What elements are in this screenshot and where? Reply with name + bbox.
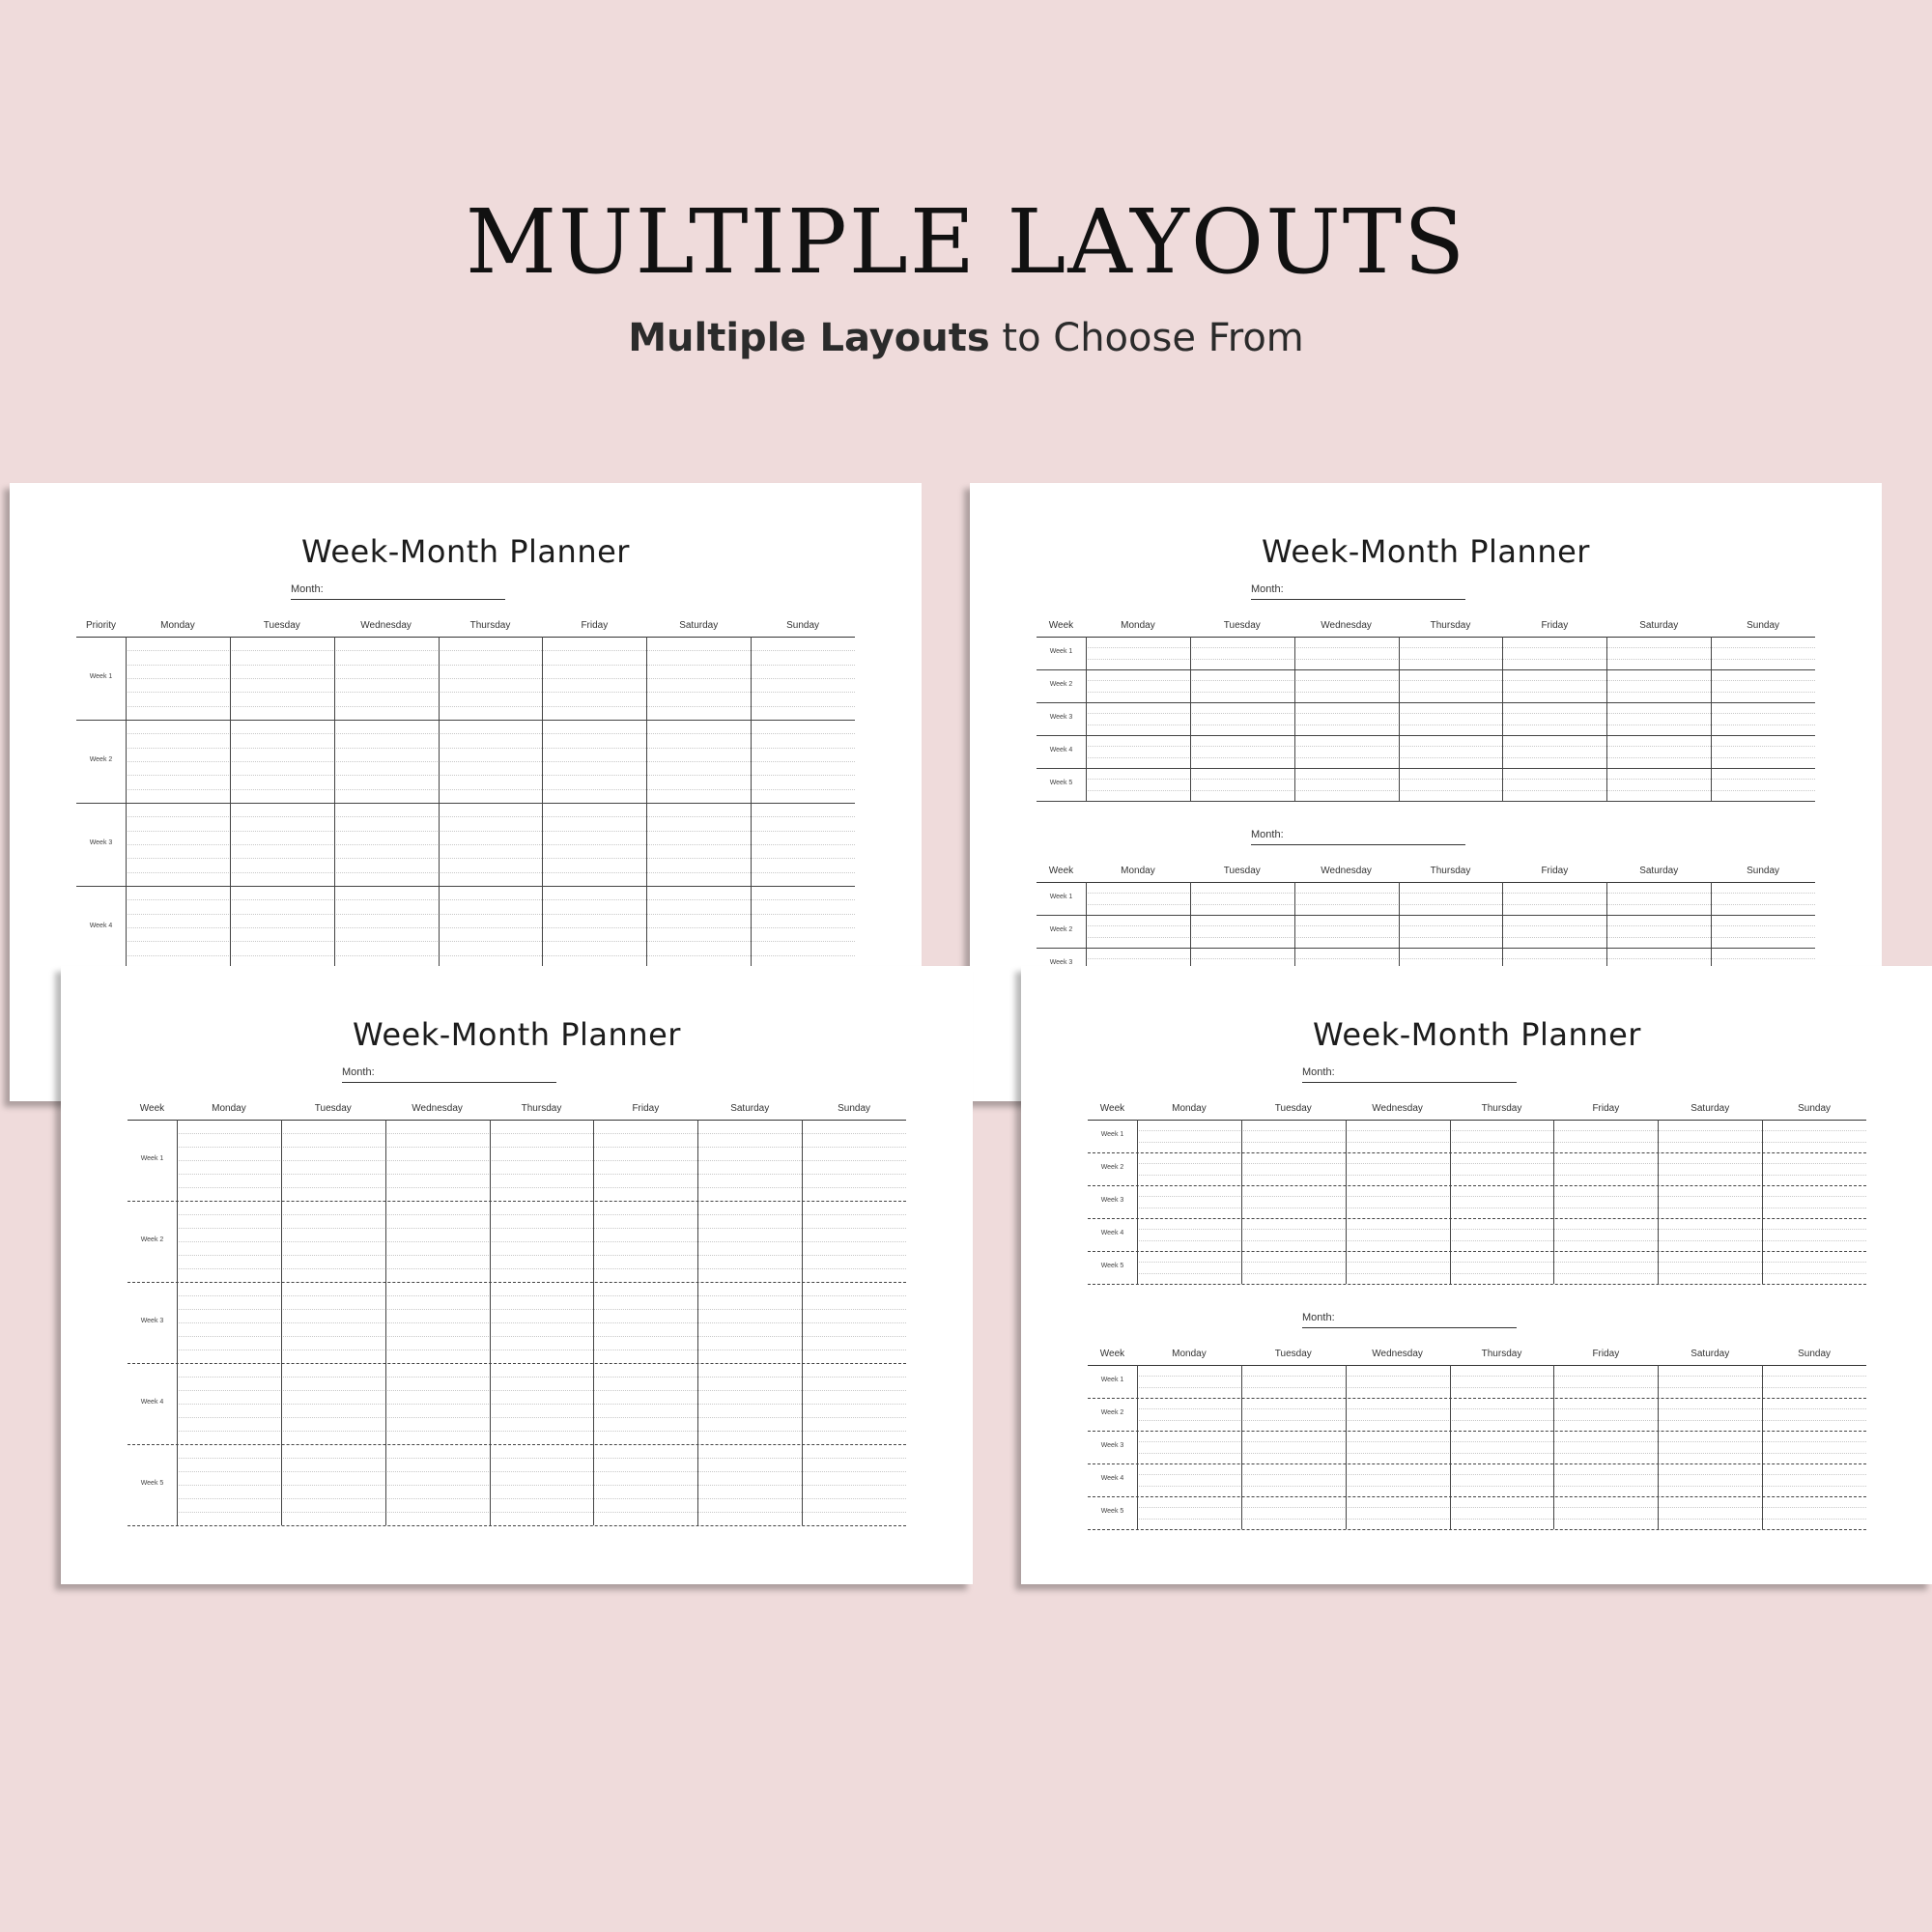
column-divider [230,637,231,969]
column-divider [1553,1120,1554,1284]
writing-line [177,1147,906,1148]
writing-line [126,650,855,651]
column-divider [1137,1365,1138,1529]
column-header-day: Sunday [1798,1349,1832,1359]
writing-line [177,1187,906,1188]
writing-line [1086,779,1815,780]
column-divider [1346,1120,1347,1284]
writing-line [177,1417,906,1418]
row-label: Week 2 [1049,926,1073,933]
row-label: Week 4 [1049,747,1073,753]
writing-line [1086,958,1815,959]
column-header-day: Saturday [1690,1103,1730,1114]
row-label: Week 5 [140,1480,164,1487]
column-divider [1241,1365,1242,1529]
writing-line [1137,1453,1866,1454]
writing-line [1137,1163,1866,1164]
column-divider [646,637,647,969]
column-header-day: Friday [1592,1103,1620,1114]
column-divider [1606,637,1607,801]
column-header-day: Tuesday [314,1103,352,1114]
writing-line [126,761,855,762]
column-divider [177,1120,178,1525]
row-rule [1088,1218,1866,1219]
column-header-day: Thursday [1430,620,1471,631]
writing-line [177,1390,906,1391]
row-label: Week 3 [1100,1442,1124,1449]
writing-line [1086,925,1815,926]
column-header-day: Monday [1121,866,1155,876]
column-header-day: Monday [160,620,195,631]
month-field: Month: [1251,583,1465,600]
column-header-day: Wednesday [1321,620,1372,631]
column-header-day: Thursday [1481,1349,1522,1359]
writing-line [177,1336,906,1337]
column-header-day: Thursday [1430,866,1471,876]
row-rule [1088,1251,1866,1252]
writing-line [126,706,855,707]
writing-line [177,1404,906,1405]
planner-title: Week-Month Planner [1262,533,1590,570]
writing-line [1086,893,1815,894]
row-rule [1037,801,1815,802]
writing-line [177,1322,906,1323]
month-field: Month: [1302,1066,1517,1083]
column-divider [1658,1120,1659,1284]
column-divider [1658,1365,1659,1529]
column-divider [1294,637,1295,801]
writing-line [177,1214,906,1215]
row-label: Week 4 [140,1399,164,1406]
writing-line [1086,757,1815,758]
column-header-day: Monday [212,1103,246,1114]
writing-line [126,789,855,790]
writing-line [1137,1130,1866,1131]
writing-line [126,899,855,900]
row-label: Week 2 [1100,1409,1124,1416]
column-divider [1241,1120,1242,1284]
row-label: Week 3 [1049,959,1073,966]
subtitle-rest: to Choose From [989,316,1304,360]
column-divider [281,1120,282,1525]
column-header-day: Friday [1541,866,1569,876]
writing-line [126,858,855,859]
row-rule [1037,915,1815,916]
writing-line [177,1133,906,1134]
column-header-day: Tuesday [263,620,300,631]
column-header-day: Wednesday [1321,866,1372,876]
column-header-day: Saturday [1690,1349,1730,1359]
row-label: Week 5 [1100,1508,1124,1515]
row-label: Week 1 [89,673,113,680]
header-rule [1037,882,1815,883]
month-field: Month: [291,583,505,600]
writing-line [126,678,855,679]
writing-line [126,914,855,915]
row-rule [1088,1431,1866,1432]
writing-line [1137,1229,1866,1230]
row-rule [1088,1529,1866,1530]
writing-line [1086,724,1815,725]
column-header-day: Wednesday [1372,1349,1423,1359]
row-label: Week 2 [1049,681,1073,688]
column-header-day: Sunday [786,620,820,631]
planner-title: Week-Month Planner [353,1016,681,1053]
row-label: Week 2 [140,1236,164,1243]
writing-line [126,831,855,832]
column-header-day: Wednesday [412,1103,463,1114]
row-label: Week 2 [89,756,113,763]
column-header-day: Thursday [1481,1103,1522,1114]
row-label: Week 2 [1100,1164,1124,1171]
writing-line [1137,1240,1866,1241]
column-divider [1502,637,1503,801]
row-label: Week 1 [1100,1131,1124,1138]
writing-line [177,1241,906,1242]
writing-line [1137,1273,1866,1274]
row-rule [128,1282,906,1283]
column-header-day: Friday [1592,1349,1620,1359]
row-label: Week 1 [140,1155,164,1162]
column-divider [439,637,440,969]
page-title: MULTIPLE LAYOUTS [465,190,1467,294]
header-rule [76,637,855,638]
writing-line [177,1295,906,1296]
row-rule [1037,948,1815,949]
writing-line [1137,1441,1866,1442]
writing-line [177,1255,906,1256]
planner-title: Week-Month Planner [301,533,630,570]
row-label: Week 3 [140,1318,164,1324]
writing-line [1137,1408,1866,1409]
writing-line [177,1268,906,1269]
row-label: Week 3 [89,839,113,846]
writing-line [177,1431,906,1432]
row-label: Week 1 [1049,894,1073,900]
header-rule [1088,1120,1866,1121]
column-header-first: Week [1099,1103,1125,1114]
writing-line [177,1512,906,1513]
column-header-day: Friday [1541,620,1569,631]
column-divider [1711,637,1712,801]
column-divider [802,1120,803,1525]
writing-line [177,1160,906,1161]
writing-line [1086,659,1815,660]
column-header-day: Saturday [679,620,719,631]
row-rule [1088,1496,1866,1497]
writing-line [1137,1262,1866,1263]
column-header-day: Saturday [1639,866,1679,876]
row-rule [1037,702,1815,703]
row-rule [1088,1185,1866,1186]
column-header-day: Sunday [1798,1103,1832,1114]
writing-line [1137,1196,1866,1197]
row-label: Week 4 [1100,1475,1124,1482]
writing-line [1086,904,1815,905]
row-rule [128,1525,906,1526]
planner-sheet-single-dashed [61,966,973,1584]
month-field: Month: [1251,829,1465,845]
subtitle-bold: Multiple Layouts [628,316,990,360]
writing-line [1086,790,1815,791]
column-header-first: Week [139,1103,165,1114]
month-field: Month: [1302,1312,1517,1328]
row-rule [1037,669,1815,670]
column-header-day: Sunday [1747,620,1780,631]
column-header-first: Week [1048,620,1074,631]
row-label: Week 1 [1049,648,1073,655]
row-rule [1088,1284,1866,1285]
row-rule [1088,1152,1866,1153]
column-header-day: Friday [632,1103,660,1114]
column-header-day: Monday [1121,620,1155,631]
column-divider [751,637,752,969]
writing-line [126,775,855,776]
column-divider [385,1120,386,1525]
writing-line [1137,1142,1866,1143]
column-divider [1450,1365,1451,1529]
writing-line [177,1377,906,1378]
writing-line [126,748,855,749]
column-divider [1762,1365,1763,1529]
row-rule [76,886,855,887]
row-rule [128,1363,906,1364]
column-divider [697,1120,698,1525]
row-rule [76,803,855,804]
planner-title: Week-Month Planner [1313,1016,1641,1053]
column-header-first: Priority [85,620,117,631]
writing-line [1137,1519,1866,1520]
writing-line [177,1485,906,1486]
column-header-day: Thursday [469,620,511,631]
column-divider [126,637,127,969]
header-rule [128,1120,906,1121]
row-label: Week 3 [1100,1197,1124,1204]
header-rule [1037,637,1815,638]
column-divider [490,1120,491,1525]
writing-line [1086,647,1815,648]
row-label: Week 1 [1100,1377,1124,1383]
writing-line [1137,1486,1866,1487]
column-header-day: Monday [1172,1103,1207,1114]
column-header-day: Monday [1172,1349,1207,1359]
writing-line [126,872,855,873]
writing-line [177,1228,906,1229]
column-header-day: Tuesday [1274,1349,1312,1359]
writing-line [1086,937,1815,938]
writing-line [126,816,855,817]
row-label: Week 5 [1049,780,1073,786]
column-header-day: Tuesday [1274,1103,1312,1114]
page-subtitle [0,316,1932,360]
writing-line [1086,713,1815,714]
column-divider [1762,1120,1763,1284]
writing-line [126,665,855,666]
writing-line [126,941,855,942]
writing-line [1086,692,1815,693]
writing-line [1137,1420,1866,1421]
column-divider [1086,637,1087,801]
column-header-day: Sunday [838,1103,871,1114]
header-rule [1088,1365,1866,1366]
writing-line [177,1309,906,1310]
row-rule [128,1444,906,1445]
column-divider [1190,637,1191,801]
writing-line [1137,1376,1866,1377]
column-header-day: Sunday [1747,866,1780,876]
writing-line [1086,680,1815,681]
row-rule [76,720,855,721]
row-label: Week 4 [89,923,113,929]
row-label: Week 4 [1100,1230,1124,1236]
row-rule [1088,1463,1866,1464]
writing-line [1137,1387,1866,1388]
row-rule [1088,1398,1866,1399]
writing-line [126,692,855,693]
column-header-day: Wednesday [360,620,412,631]
column-divider [593,1120,594,1525]
column-header-day: Wednesday [1372,1103,1423,1114]
writing-line [177,1498,906,1499]
row-rule [128,1201,906,1202]
row-label: Week 5 [1100,1263,1124,1269]
column-header-first: Week [1099,1349,1125,1359]
row-label: Week 3 [1049,714,1073,721]
writing-line [1137,1507,1866,1508]
column-header-first: Week [1048,866,1074,876]
column-header-day: Saturday [1639,620,1679,631]
column-header-day: Tuesday [1223,866,1261,876]
month-field: Month: [342,1066,556,1083]
writing-line [1086,746,1815,747]
column-divider [334,637,335,969]
column-divider [1137,1120,1138,1284]
writing-line [126,844,855,845]
column-header-day: Thursday [521,1103,562,1114]
row-rule [1037,735,1815,736]
writing-line [1137,1175,1866,1176]
writing-line [177,1471,906,1472]
column-divider [1399,637,1400,801]
writing-line [177,1174,906,1175]
column-header-day: Tuesday [1223,620,1261,631]
planner-sheet-double-dashed [1021,966,1932,1584]
writing-line [126,927,855,928]
column-divider [1346,1365,1347,1529]
column-divider [1553,1365,1554,1529]
writing-line [126,733,855,734]
writing-line [126,955,855,956]
row-rule [1037,768,1815,769]
column-header-day: Friday [581,620,609,631]
column-divider [1450,1120,1451,1284]
writing-line [177,1458,906,1459]
writing-line [1137,1474,1866,1475]
column-divider [542,637,543,969]
column-header-day: Saturday [730,1103,770,1114]
